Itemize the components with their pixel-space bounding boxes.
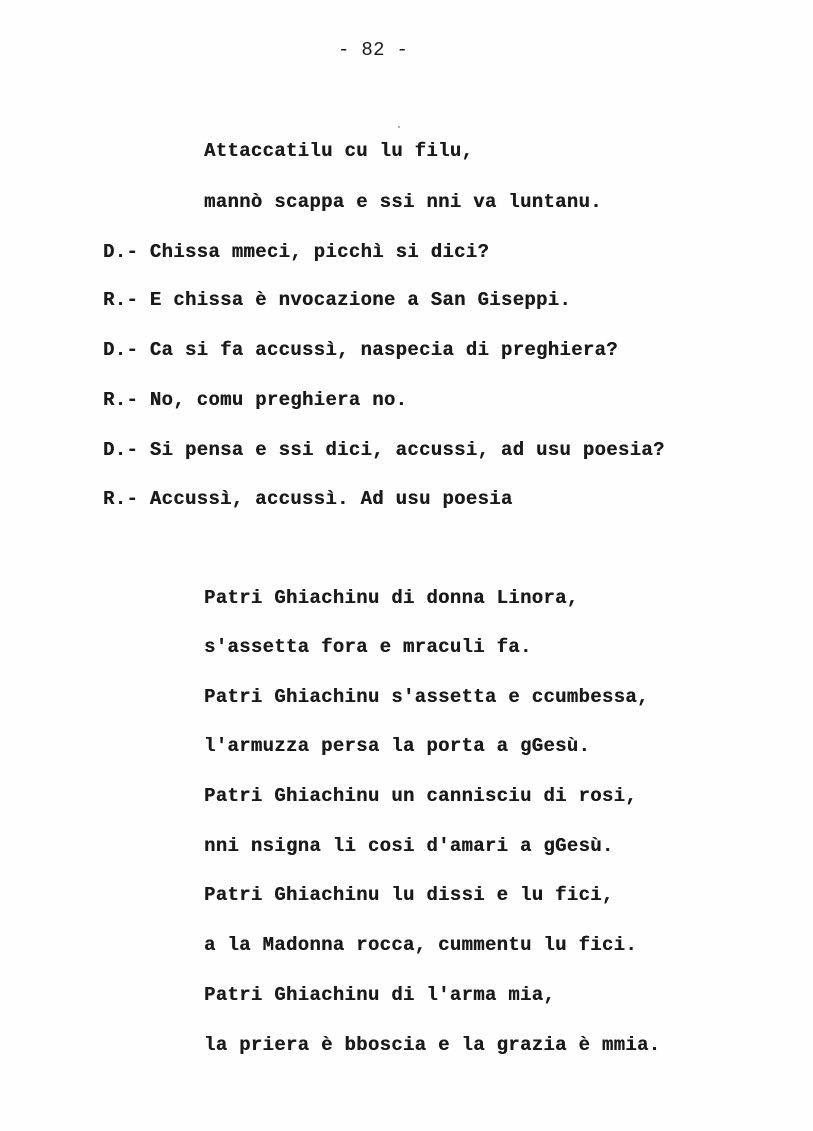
dialogue-line: R.- No, comu preghiera no. bbox=[103, 389, 408, 411]
verse-line: Patri Ghiachinu lu dissi e lu fici, bbox=[204, 884, 614, 906]
verse-line: a la Madonna rocca, cummentu lu fici. bbox=[204, 934, 637, 956]
dialogue-line: D.- Chissa mmeci, picchì si dici? bbox=[103, 241, 490, 263]
ink-speck bbox=[398, 126, 400, 128]
dialogue-line: R.- E chissa è nvocazione a San Giseppi. bbox=[103, 289, 572, 311]
verse-line: Patri Ghiachinu un cannisciu di rosi, bbox=[204, 785, 637, 807]
verse-line: Patri Ghiachinu s'assetta e ccumbessa, bbox=[204, 686, 649, 708]
verse-line: l'armuzza persa la porta a gGesù. bbox=[204, 735, 591, 757]
verse-line: nni nsigna li cosi d'amari a gGesù. bbox=[204, 835, 614, 857]
verse-line: Patri Ghiachinu di l'arma mia, bbox=[204, 984, 556, 1006]
verse-line: Patri Ghiachinu di donna Linora, bbox=[204, 587, 579, 609]
dialogue-line: D.- Si pensa e ssi dici, accussi, ad usu poesia? bbox=[103, 439, 665, 461]
page-number: - 82 - bbox=[338, 39, 409, 61]
dialogue-line: R.- Accussì, accussì. Ad usu poesia bbox=[103, 488, 513, 510]
intro-line: Attaccatilu cu lu filu, bbox=[204, 140, 474, 162]
verse-line: la priera è bboscia e la grazia è mmia. bbox=[204, 1034, 661, 1056]
dialogue-line: D.- Ca si fa accussì, naspecia di preghiera? bbox=[103, 339, 618, 361]
verse-line: s'assetta fora e mraculi fa. bbox=[204, 636, 532, 658]
intro-line: mannò scappa e ssi nni va luntanu. bbox=[204, 191, 602, 213]
